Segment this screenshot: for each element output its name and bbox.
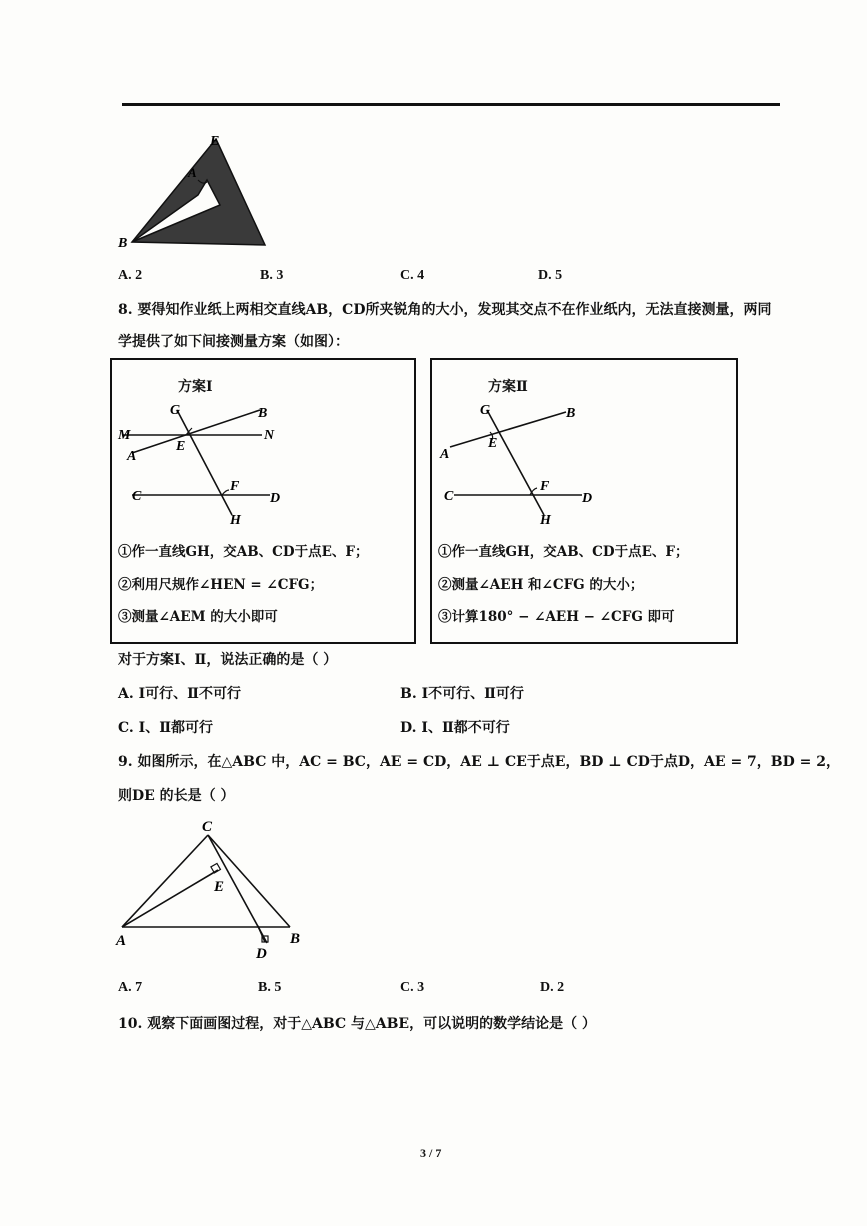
plan2-label-a: A xyxy=(440,447,450,462)
plan2-label-d: D xyxy=(582,491,593,506)
q7-figure xyxy=(110,125,280,260)
plan1-label-a: A xyxy=(127,449,137,464)
q7-option-d: D. 5 xyxy=(538,268,563,283)
plan1-title: 方案Ⅰ xyxy=(178,379,213,395)
plan1-label-h: H xyxy=(230,513,241,528)
plan1-step1: ①作一直线GH，交AB、CD于点E、F； xyxy=(118,544,369,560)
plan2-label-h: H xyxy=(540,513,551,528)
q9-option-b: B. 5 xyxy=(258,980,282,995)
plan2-step3: ③计算180° − ∠AEH − ∠CFG 即可 xyxy=(438,609,675,625)
plan1-label-n: N xyxy=(264,428,275,443)
plan2-step2: ②测量∠AEH 和∠CFG 的大小； xyxy=(438,577,644,593)
plan2-label-b: B xyxy=(566,406,576,421)
q9-label-c: C xyxy=(202,819,213,835)
q9-label-d: D xyxy=(256,946,267,962)
q7-label-a: A xyxy=(188,165,197,180)
q8-stem-line1: 8. 要得知作业纸上两相交直线AB，CD所夹锐角的大小，发现其交点不在作业纸内，无法直接测量，两同 xyxy=(118,302,772,318)
q7-option-c: C. 4 xyxy=(400,268,425,283)
plan1-box xyxy=(110,358,416,644)
plan1-label-e: E xyxy=(176,439,186,454)
q10-stem: 10. 观察下面画图过程，对于△ABC 与△ABE，可以说明的数学结论是（ ） xyxy=(118,1016,596,1032)
q9-option-a: A. 7 xyxy=(118,980,143,995)
plan1-label-m: M xyxy=(118,428,131,443)
plan2-step1: ①作一直线GH，交AB、CD于点E、F； xyxy=(438,544,689,560)
q7-label-b: B xyxy=(118,236,128,251)
q7-option-b: B. 3 xyxy=(260,268,284,283)
plan2-box xyxy=(430,358,738,644)
q9-figure xyxy=(110,815,310,975)
plan1-figure xyxy=(112,390,412,530)
plan2-label-e: E xyxy=(488,436,498,451)
q9-label-a: A xyxy=(116,933,127,949)
plan1-label-d: D xyxy=(270,491,281,506)
q9-stem-line2: 则DE 的长是（ ） xyxy=(118,788,235,804)
q9-option-c: C. 3 xyxy=(400,980,425,995)
q9-stem-line1: 9. 如图所示，在△ABC 中，AC = BC，AE = CD，AE ⊥ CE于点E，BD ⊥ CD于点D，AE = 7，BD = 2， xyxy=(118,754,840,770)
plan1-step2: ②利用尺规作∠HEN = ∠CFG； xyxy=(118,577,324,593)
plan1-step3: ③测量∠AEM 的大小即可 xyxy=(118,609,278,625)
plan1-label-b: B xyxy=(258,406,268,421)
plan2-label-f: F xyxy=(540,479,550,494)
plan1-label-g: G xyxy=(170,403,181,418)
plan1-label-f: F xyxy=(230,479,240,494)
q9-option-d: D. 2 xyxy=(540,980,565,995)
plan2-label-c: C xyxy=(444,489,454,504)
plan2-figure xyxy=(432,390,732,530)
q8-option-b: B. Ⅰ不可行、Ⅱ可行 xyxy=(400,686,524,702)
q8-option-c: C. Ⅰ、Ⅱ都可行 xyxy=(118,720,213,736)
q8-option-a: A. Ⅰ可行、Ⅱ不可行 xyxy=(118,686,241,702)
plan2-label-g: G xyxy=(480,403,491,418)
header-rule xyxy=(122,103,780,106)
q8-option-d: D. Ⅰ、Ⅱ都不可行 xyxy=(400,720,510,736)
q7-label-e: E xyxy=(210,134,220,149)
q7-option-a: A. 2 xyxy=(118,268,143,283)
plan1-label-c: C xyxy=(132,489,142,504)
q8-stem-line2: 学提供了如下间接测量方案（如图）： xyxy=(118,334,349,350)
page-number: 3 / 7 xyxy=(420,1146,442,1160)
plan2-title: 方案Ⅱ xyxy=(488,379,528,395)
q9-label-e: E xyxy=(214,879,225,895)
q8-question: 对于方案Ⅰ、Ⅱ，说法正确的是（ ） xyxy=(118,652,338,668)
q9-label-b: B xyxy=(290,931,301,947)
